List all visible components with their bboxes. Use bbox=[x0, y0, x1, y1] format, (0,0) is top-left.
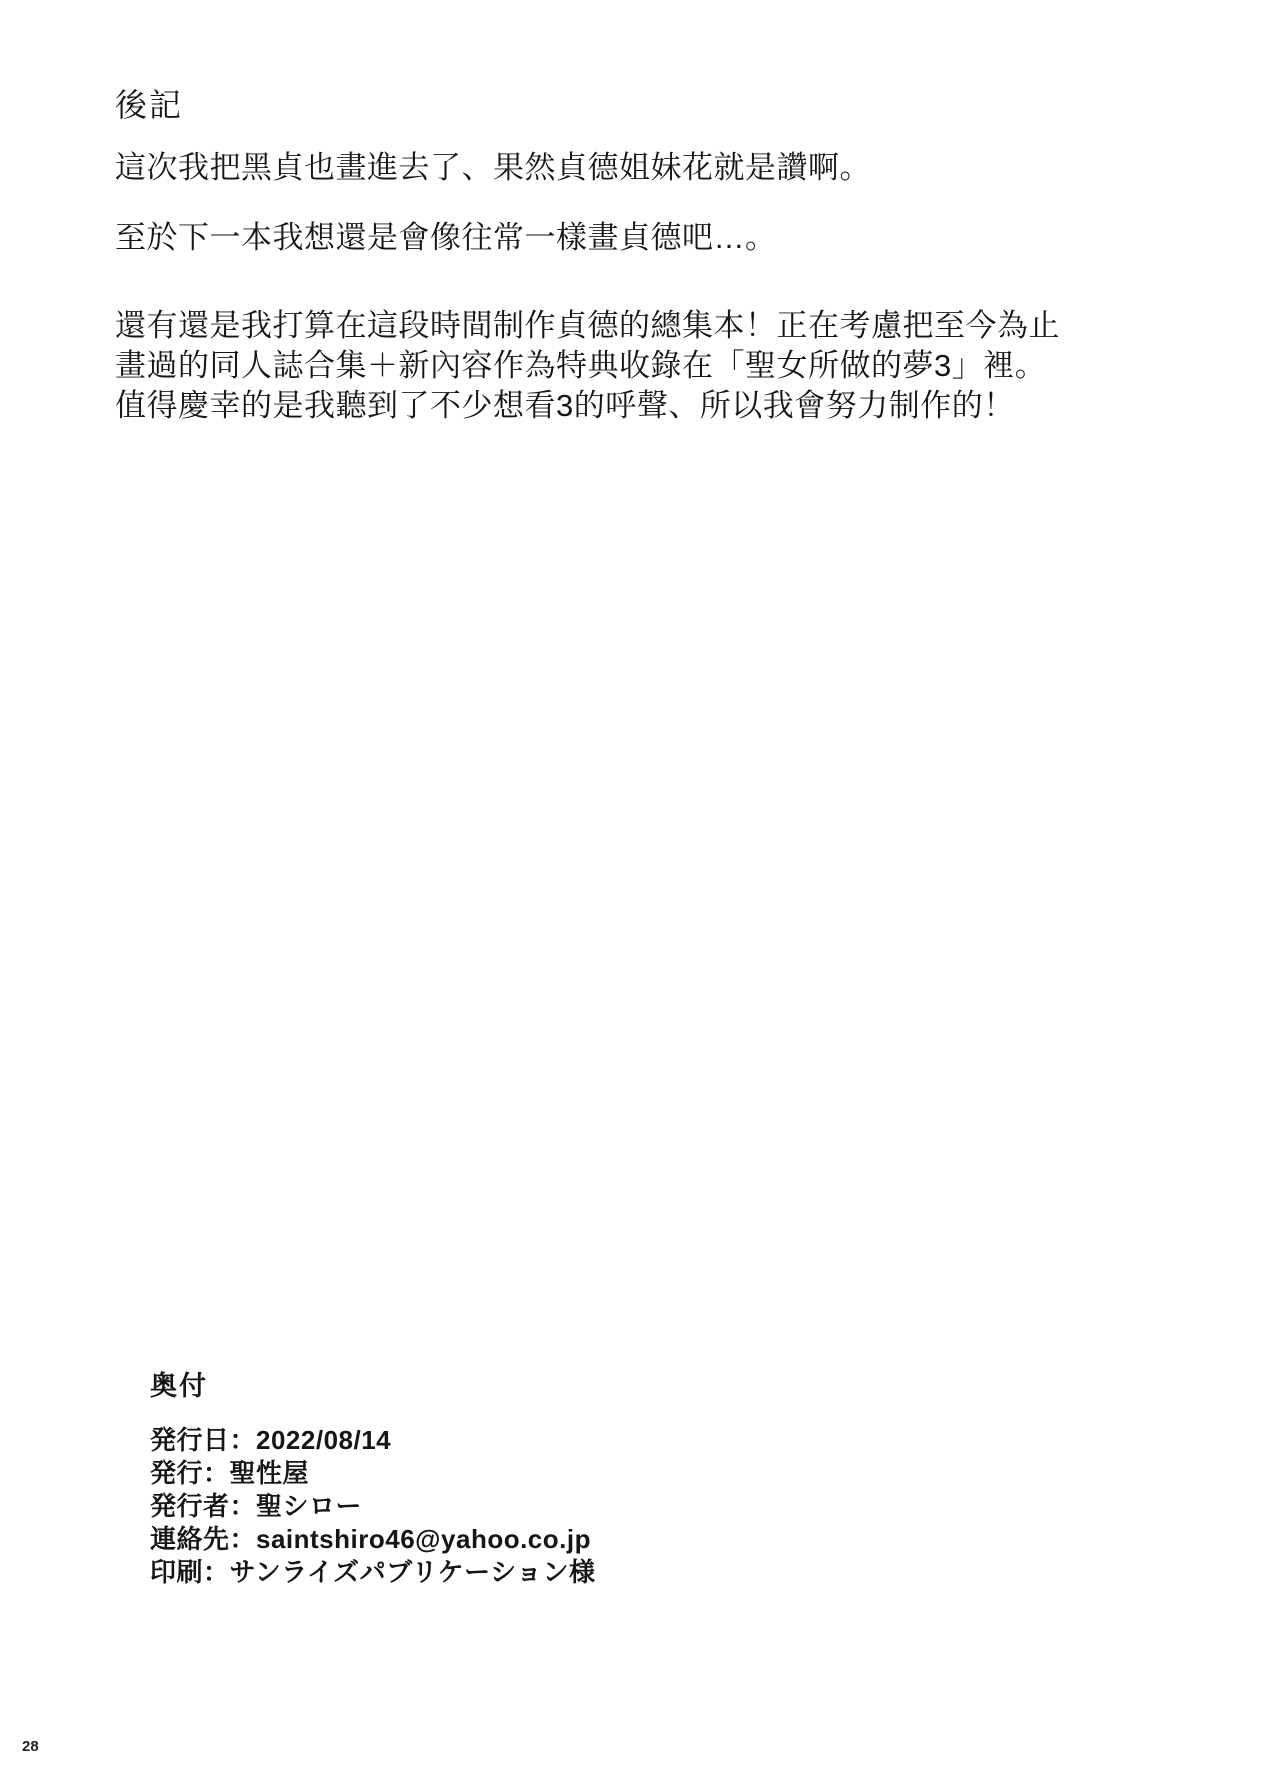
paragraph-line: 值得慶幸的是我聽到了不少想看3的呼聲、所以我會努力制作的！ bbox=[115, 388, 1015, 423]
paragraph-line: 還有還是我打算在這段時間制作貞德的總集本！正在考慮把至今為止 bbox=[115, 308, 1060, 343]
paragraph-line: 畫過的同人誌合集＋新內容作為特典收錄在「聖女所做的夢3」裡。 bbox=[115, 348, 1047, 383]
afterword-paragraph bbox=[115, 148, 871, 188]
afterword-paragraph bbox=[115, 218, 777, 258]
colophon-line-contact-email: 連絡先：saintshiro46@yahoo.co.jp bbox=[150, 1524, 591, 1554]
paragraph-line: 這次我把黑貞也畫進去了、果然貞德姐妹花就是讚啊。 bbox=[115, 150, 871, 185]
colophon-line-author: 発行者：聖シロー bbox=[150, 1491, 363, 1521]
colophon-title: 奥付 bbox=[150, 1371, 208, 1401]
colophon-line-publisher: 発行：聖性屋 bbox=[150, 1458, 310, 1488]
colophon-line-printer: 印刷：サンライズパブリケーション様 bbox=[150, 1557, 596, 1587]
colophon-line-publish-date: 発行日：2022/08/14 bbox=[150, 1425, 392, 1455]
afterword-title: 後記 bbox=[115, 87, 184, 123]
colophon-block bbox=[150, 1424, 596, 1589]
afterword-paragraph bbox=[115, 306, 1060, 426]
paragraph-line: 至於下一本我想還是會像往常一樣畫貞德吧…。 bbox=[115, 220, 777, 255]
page-number: 28 bbox=[22, 1738, 39, 1755]
